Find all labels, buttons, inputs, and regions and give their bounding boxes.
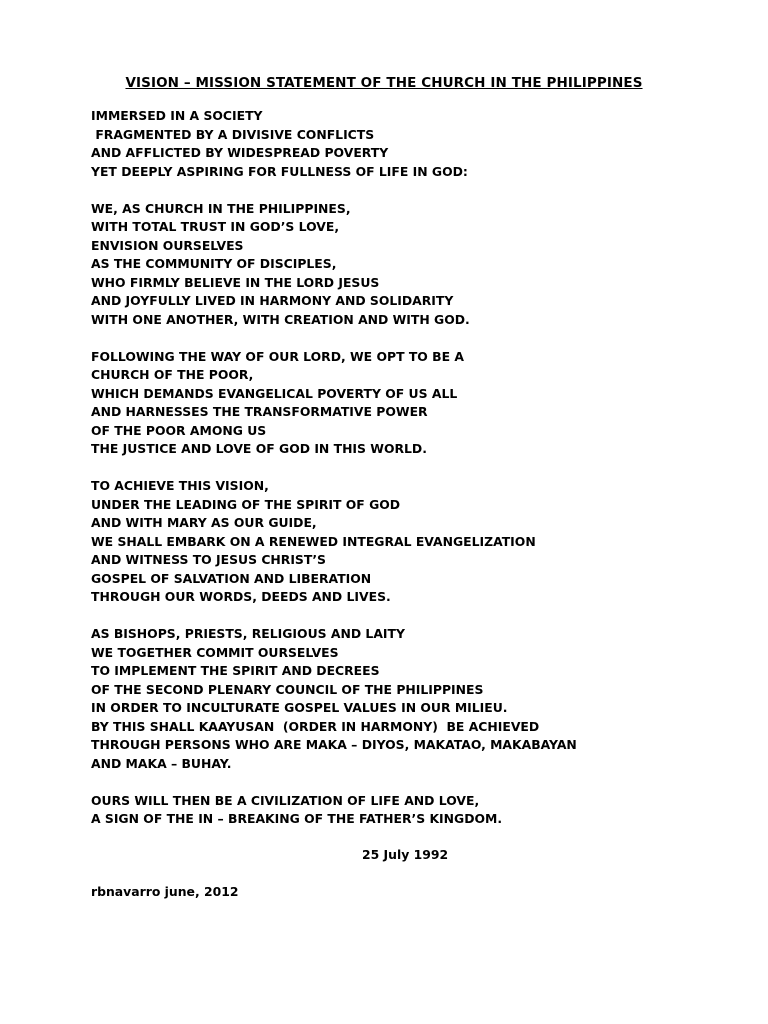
text-line: AND HARNESSES THE TRANSFORMATIVE POWER [91, 404, 428, 419]
stanza-4 [91, 477, 731, 607]
text-line: OF THE SECOND PLENARY COUNCIL OF THE PHILIPPINES [91, 681, 484, 697]
stanza-2 [91, 200, 731, 330]
text-line: WITH ONE ANOTHER, WITH CREATION AND WITH GOD. [91, 311, 470, 327]
text-line: FRAGMENTED BY A DIVISIVE CONFLICTS [91, 126, 375, 142]
text-line: UNDER THE LEADING OF THE SPIRIT OF GOD [91, 496, 401, 512]
author-note: rbnavarro june, 2012 [91, 884, 239, 899]
text-line: AND MAKA – BUHAY. [91, 755, 232, 771]
stanza-5 [91, 625, 731, 773]
text-line: FOLLOWING THE WAY OF OUR LORD, WE OPT TO BE A [91, 348, 464, 364]
text-line: AND AFFLICTED BY WIDESPREAD POVERTY [91, 145, 389, 160]
text-line: GOSPEL OF SALVATION AND LIBERATION [91, 570, 372, 586]
text-line: WITH TOTAL TRUST IN GOD’S LOVE, [91, 219, 340, 234]
text-line: AND JOYFULLY LIVED IN HARMONY AND SOLIDARITY [91, 293, 454, 308]
text-line: TO IMPLEMENT THE SPIRIT AND DECREES [91, 663, 380, 678]
text-line: CHURCH OF THE POOR, [91, 367, 254, 382]
text-line: WE SHALL EMBARK ON A RENEWED INTEGRAL EVANGELIZATION [91, 533, 536, 549]
text-line: THE JUSTICE AND LOVE OF GOD IN THIS WORLD. [91, 441, 427, 456]
text-line: WHICH DEMANDS EVANGELICAL POVERTY OF US ALL [91, 385, 458, 401]
stanza-1 [91, 107, 731, 181]
text-line: WE, AS CHURCH IN THE PHILIPPINES, [91, 200, 351, 216]
text-line: BY THIS SHALL KAAYUSAN (ORDER IN HARMONY) BE ACHIEVED [91, 718, 540, 734]
text-line: IN ORDER TO INCULTURATE GOSPEL VALUES IN OUR MILIEU. [91, 700, 508, 715]
text-line: OURS WILL THEN BE A CIVILIZATION OF LIFE AND LOVE, [91, 792, 480, 808]
statement-body [91, 107, 731, 847]
text-line: THROUGH OUR WORDS, DEEDS AND LIVES. [91, 589, 391, 604]
text-line: WE TOGETHER COMMIT OURSELVES [91, 644, 339, 660]
text-line: A SIGN OF THE IN – BREAKING OF THE FATHER’S KINGDOM. [91, 811, 503, 826]
text-line: TO ACHIEVE THIS VISION, [91, 478, 269, 493]
text-line: ENVISION OURSELVES [91, 237, 244, 253]
stanza-6 [91, 792, 731, 829]
text-line: AND WITH MARY AS OUR GUIDE, [91, 515, 317, 530]
text-line: AS THE COMMUNITY OF DISCIPLES, [91, 256, 337, 271]
stanza-3 [91, 348, 731, 459]
text-line: THROUGH PERSONS WHO ARE MAKA – DIYOS, MAKATAO, MAKABAYAN [91, 737, 577, 752]
text-line: YET DEEPLY ASPIRING FOR FULLNESS OF LIFE IN GOD: [91, 163, 468, 179]
document-title: VISION – MISSION STATEMENT OF THE CHURCH IN THE PHILIPPINES [125, 75, 643, 91]
text-line: WHO FIRMLY BELIEVE IN THE LORD JESUS [91, 274, 380, 290]
text-line: OF THE POOR AMONG US [91, 422, 267, 438]
text-line: IMMERSED IN A SOCIETY [91, 108, 263, 123]
document-date: 25 July 1992 [362, 847, 449, 862]
text-line: AS BISHOPS, PRIESTS, RELIGIOUS AND LAITY [91, 626, 405, 641]
text-line: AND WITNESS TO JESUS CHRIST’S [91, 552, 326, 567]
